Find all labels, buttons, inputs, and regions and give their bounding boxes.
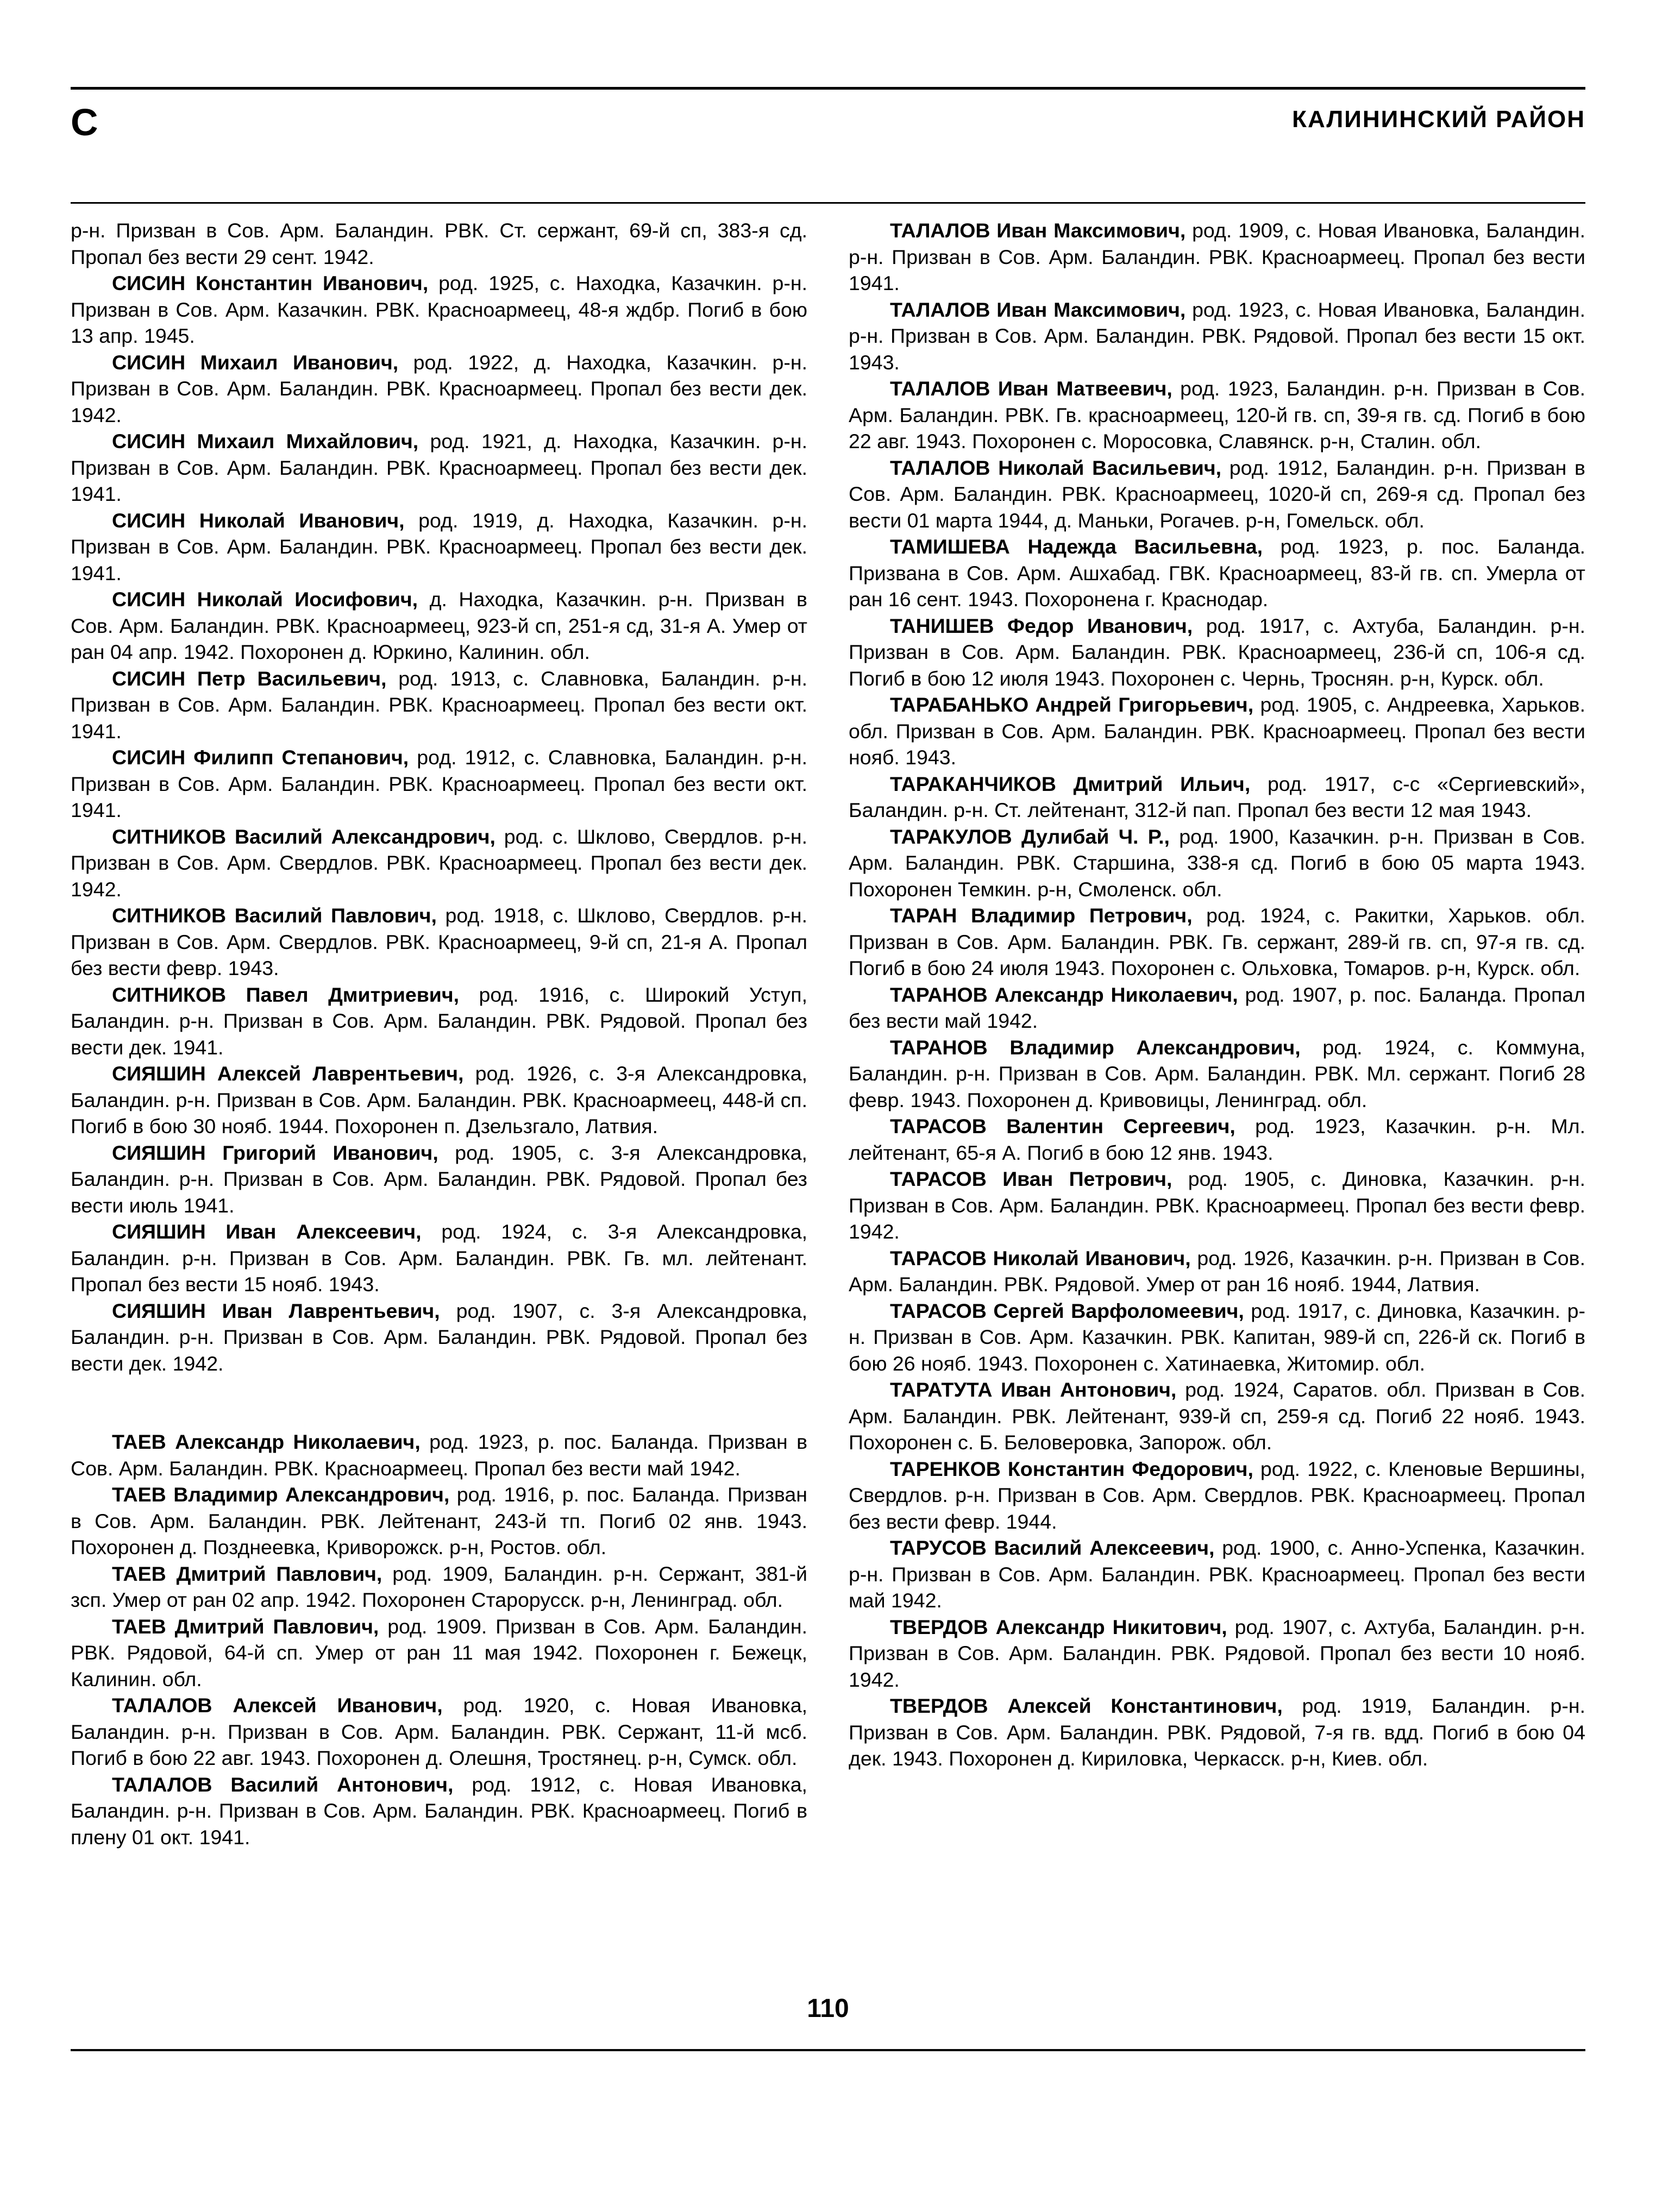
entry-text: род. 1922, д. Находка, Казачкин. р-н. Призван в Сов. Арм. Баландин. РВК. Красноармеец. Пропал без вести дек. 1942.	[71, 350, 807, 426]
entry-text: род. 1912, с. Славновка, Баландин. р-н. Призван в Сов. Арм. Баландин. РВК. Красноармеец. Пропал без вести окт. 1941.	[71, 746, 807, 821]
entry	[71, 1692, 807, 1771]
entry	[849, 902, 1585, 982]
entry	[71, 1561, 807, 1613]
entry	[849, 1113, 1585, 1166]
entry	[71, 217, 807, 270]
top-rule	[71, 87, 1585, 90]
entry-text: род. 1924, Саратов. обл. Призван в Сов. Арм. Баландин. РВК. Лейтенант, 939-й сп, 259-я сд. Погиб 22 нояб. 1943. Похоронен с. Б. Беловеровка, Запорож. обл.	[849, 1378, 1585, 1454]
entry-text: род. 1900, Казачкин. р-н. Призван в Сов. Арм. Баландин. РВК. Старшина, 338-я сд. Погиб в бою 05 марта 1943. Похоронен Темкин. р-н, Смоленск. обл.	[849, 825, 1585, 901]
entry-name: СИЯШИН Иван Алексеевич,	[112, 1220, 422, 1243]
right-column	[849, 217, 1585, 1772]
entry-name: ТАРУСОВ Василий Алексеевич,	[890, 1536, 1215, 1559]
entry	[71, 1429, 807, 1481]
entry	[71, 270, 807, 349]
entry-text: род. 1924, с. Коммуна, Баландин. р-н. Призван в Сов. Арм. Баландин. РВК. Мл. сержант. Погиб 28 февр. 1943. Похоронен д. Кривовицы, Ленинград. обл.	[849, 1035, 1585, 1111]
entry-text: род. 1905, с. 3-я Александровка, Баландин. р-н. Призван в Сов. Арм. Баландин. РВК. Рядовой. Пропал без вести июль 1941.	[71, 1141, 807, 1217]
entry-text: род. 1905, с. Андреевка, Харьков. обл. Призван в Сов. Арм. Баландин. РВК. Красноармеец. Пропал без вести нояб. 1943.	[849, 693, 1585, 769]
entry-text: род. 1912, с. Новая Ивановка, Баландин. р-н. Призван в Сов. Арм. Баландин. РВК. Красноармеец. Погиб в плену 01 окт. 1941.	[71, 1773, 807, 1849]
entry	[849, 824, 1585, 903]
entry-text: род. 1907, р. пос. Баланда. Пропал без вести май 1942.	[849, 983, 1585, 1032]
entry-name: ТАРАСОВ Николай Иванович,	[890, 1246, 1191, 1270]
page-number: 110	[807, 1994, 849, 2023]
entry-text: род. 1919, д. Находка, Казачкин. р-н. Призван в Сов. Арм. Баландин. РВК. Красноармеец. Пропал без вести дек. 1941.	[71, 508, 807, 585]
entry	[71, 507, 807, 587]
entry-name: ТАРАСОВ Иван Петрович,	[890, 1167, 1172, 1190]
entry-name: ТАЛАЛОВ Иван Матвеевич,	[890, 377, 1172, 400]
entry-text: род. 1925, с. Находка, Казачкин. р-н. Призван в Сов. Арм. Казачкин. РВК. Красноармеец, 48-я ждбр. Погиб в бою 13 апр. 1945.	[71, 272, 808, 347]
entry-text: род. 1917, с. Диновка, Казачкин. р-н. Призван в Сов. Арм. Казачкин. РВК. Капитан, 989-й сп, 226-й ск. Погиб в бою 26 нояб. 1943. Похоронен с. Хатинаевка, Житомир. обл.	[849, 1299, 1585, 1375]
entry	[849, 217, 1585, 297]
section-letter: С	[71, 101, 98, 143]
entry	[71, 1298, 807, 1377]
entry-text: род. 1918, с. Шклово, Свердлов. р-н. Призван в Сов. Арм. Свердлов. РВК. Красноармеец, 9-й сп, 21-я А. Пропал без вести февр. 1943.	[71, 904, 807, 979]
entry-text: род. 1922, с. Кленовые Вершины, Свердлов. р-н. Призван в Сов. Арм. Свердлов. РВК. Красноармеец. Пропал без вести февр. 1944.	[849, 1457, 1585, 1533]
entry-name: ТАЛАЛОВ Иван Максимович,	[890, 298, 1186, 321]
entry	[849, 1166, 1585, 1245]
entry	[71, 1613, 807, 1693]
entry-name: ТАЕВ Александр Николаевич,	[112, 1430, 421, 1453]
entry-name: ТАРАБАНЬКО Андрей Григорьевич,	[890, 693, 1254, 716]
entry-name: СИСИН Николай Иосифович,	[112, 588, 418, 611]
entry-name: ТАРАСОВ Сергей Варфоломеевич,	[890, 1299, 1244, 1322]
entry	[849, 1245, 1585, 1298]
entry-name: ТАНИШЕВ Федор Иванович,	[890, 614, 1193, 637]
entry	[849, 533, 1585, 613]
entry-name: СИТНИКОВ Павел Дмитриевич,	[112, 983, 460, 1006]
entry	[71, 1481, 807, 1561]
entry-text: род. 1923, р. пос. Баланда. Призвана в Сов. Арм. Ашхабад. ГВК. Красноармеец, 83-й гв. сп. Умерла от ран 16 сент. 1943. Похоронена г. Краснодар.	[849, 535, 1586, 611]
entry-name: СИСИН Константин Иванович,	[112, 272, 429, 294]
entry-text: род. 1923, Баландин. р-н. Призван в Сов. Арм. Баландин. РВК. Гв. красноармеец, 120-й гв. сп, 39-я гв. сд. Погиб в бою 22 авг. 1943. Похоронен с. Моросовка, Славянск. р-н, Сталин. обл.	[849, 377, 1585, 453]
entry	[71, 744, 807, 824]
entry-text: род. 1920, с. Новая Ивановка, Баландин. р-н. Призван в Сов. Арм. Баландин. РВК. Сержант, 11-й мсб. Погиб в бою 22 авг. 1943. Похоронен д. Олешня, Тростянец. р-н, Сумск. обл.	[71, 1694, 807, 1769]
entry-name: ТАЛАЛОВ Иван Максимович,	[890, 219, 1186, 242]
entry-name: ТАРАСОВ Валентин Сергеевич,	[890, 1115, 1235, 1138]
entry	[849, 297, 1585, 376]
entry-name: СИТНИКОВ Василий Александрович,	[112, 825, 495, 848]
entry-text: род. 1926, с. 3-я Александровка, Баландин. р-н. Призван в Сов. Арм. Баландин. РВК. Красноармеец, 448-й сп. Погиб в бою 30 нояб. 1944. Похоронен п. Дзельзгало, Латвия.	[71, 1062, 808, 1138]
entry-name: ТАРАТУТА Иван Антонович,	[890, 1378, 1177, 1401]
entry-text: род. с. Шклово, Свердлов. р-н. Призван в Сов. Арм. Свердлов. РВК. Красноармеец. Пропал без вести дек. 1942.	[71, 825, 807, 901]
entry	[849, 982, 1585, 1034]
entry-name: ТАЕВ Дмитрий Павлович,	[112, 1614, 379, 1638]
entry	[849, 613, 1585, 692]
entry-name: СИСИН Михаил Иванович,	[112, 350, 399, 374]
entry-name: ТАРАКАНЧИКОВ Дмитрий Ильич,	[890, 772, 1251, 795]
entry	[849, 1298, 1585, 1377]
entry	[849, 1377, 1585, 1456]
entry-text: род. 1916, с. Широкий Уступ, Баландин. р-н. Призван в Сов. Арм. Баландин. РВК. Рядовой. Пропал без вести дек. 1941.	[71, 983, 807, 1059]
entry-name: СИСИН Михаил Михайлович,	[112, 430, 419, 453]
entry-text: род. 1909, Баландин. р-н. Сержант, 381-й зсп. Умер от ран 02 апр. 1942. Похоронен Старорусск. р-н, Ленинград. обл.	[71, 1562, 808, 1611]
entry-name: СИСИН Петр Васильевич,	[112, 667, 387, 690]
entry-text: род. 1917, с-с «Сергиевский», Баландин. р-н. Ст. лейтенант, 312-й пап. Пропал без вести 12 мая 1943.	[849, 772, 1585, 821]
entry	[71, 428, 807, 507]
entry-name: ТАЛАЛОВ Василий Антонович,	[112, 1773, 454, 1796]
entry-text: род. 1923, р. пос. Баланда. Призван в Сов. Арм. Баландин. РВК. Красноармеец. Пропал без вести май 1942.	[71, 1430, 807, 1480]
entry-name: СИСИН Николай Иванович,	[112, 508, 405, 532]
entry	[71, 1140, 807, 1219]
entry	[849, 1456, 1585, 1535]
entry	[71, 586, 807, 665]
entry-text: род. 1926, Казачкин. р-н. Призван в Сов. Арм. Баландин. РВК. Рядовой. Умер от ран 16 нояб. 1944, Латвия.	[849, 1246, 1585, 1296]
entry	[71, 824, 807, 903]
entry-text: род. 1900, с. Анно-Успенка, Казачкин. р-н. Призван в Сов. Арм. Баландин. РВК. Красноармеец. Пропал без вести май 1942.	[849, 1536, 1585, 1612]
entry-name: ТАРАНОВ Александр Николаевич,	[890, 983, 1238, 1006]
bottom-rule	[71, 2049, 1585, 2051]
entry-name: СИСИН Филипп Степанович,	[112, 746, 409, 769]
entry-name: ТВЕРДОВ Алексей Константинович,	[890, 1694, 1283, 1717]
section-gap	[71, 1377, 807, 1429]
entry-text: род. 1919, Баландин. р-н. Призван в Сов. Арм. Баландин. РВК. Рядовой, 7-я гв. вдд. Погиб в бою 04 дек. 1943. Похоронен д. Кириловка, Черкасск. р-н, Киев. обл.	[849, 1694, 1586, 1770]
entry-text: род. 1913, с. Славновка, Баландин. р-н. Призван в Сов. Арм. Баландин. РВК. Красноармеец. Пропал без вести окт. 1941.	[71, 667, 807, 743]
entry-name: ТАРАН Владимир Петрович,	[890, 904, 1193, 927]
entry-text: род. 1907, с. Ахтуба, Баландин. р-н. Призван в Сов. Арм. Баландин. РВК. Рядовой. Пропал без вести 10 нояб. 1942.	[849, 1615, 1585, 1691]
entry-name: ТВЕРДОВ Александр Никитович,	[890, 1615, 1227, 1638]
entry-name: СИЯШИН Григорий Иванович,	[112, 1141, 438, 1164]
entry-text: род. 1923, с. Новая Ивановка, Баландин. р-н. Призван в Сов. Арм. Баландин. РВК. Рядовой. Пропал без вести 15 окт. 1943.	[849, 298, 1585, 374]
entry-text: род. 1916, р. пос. Баланда. Призван в Сов. Арм. Баландин. РВК. Лейтенант, 243-й тп. Погиб 02 янв. 1943. Похоронен д. Позднеевка, Криворожск. р-н, Ростов. обл.	[71, 1483, 807, 1559]
entry-text: род. 1905, с. Диновка, Казачкин. р-н. Призван в Сов. Арм. Баландин. РВК. Красноармеец. Пропал без вести февр. 1942.	[849, 1167, 1585, 1243]
header-rule	[71, 202, 1585, 204]
entry	[849, 692, 1585, 771]
entry-name: ТАЛАЛОВ Николай Васильевич,	[890, 456, 1222, 479]
entry	[71, 902, 807, 982]
entry-text: род. 1912, Баландин. р-н. Призван в Сов. Арм. Баландин. РВК. Красноармеец, 1020-й сп, 269-я сд. Пропал без вести 01 марта 1944, д. Маньки, Рогачев. р-н, Гомельск. обл.	[849, 456, 1585, 532]
entry	[849, 455, 1585, 534]
entry-text: род. 1917, с. Ахтуба, Баландин. р-н. Призван в Сов. Арм. Баландин. РВК. Красноармеец, 236-й сп, 106-я сд. Погиб в бою 12 июля 1943. Похоронен с. Чернь, Троснян. р-н, Курск. обл.	[849, 614, 1585, 690]
district-title: КАЛИНИНСКИЙ РАЙОН	[1292, 106, 1585, 133]
entry-name: ТАЕВ Дмитрий Павлович,	[112, 1562, 382, 1585]
entry	[849, 771, 1585, 824]
entry-name: ТАРАКУЛОВ Дулибай Ч. Р.,	[890, 825, 1170, 848]
entry	[849, 1693, 1585, 1772]
entry	[849, 1535, 1585, 1614]
entry	[849, 1034, 1585, 1114]
entry	[71, 1771, 807, 1851]
entry	[849, 1614, 1585, 1693]
left-column	[71, 217, 807, 1850]
entry	[71, 349, 807, 429]
entry-name: ТАРЕНКОВ Константин Федорович,	[890, 1457, 1253, 1480]
entry-text: род. 1909, с. Новая Ивановка, Баландин. р-н. Призван в Сов. Арм. Баландин. РВК. Красноармеец. Пропал без вести 1941.	[849, 219, 1585, 294]
entry-name: ТАМИШЕВА Надежда Васильевна,	[890, 535, 1263, 558]
entry	[71, 982, 807, 1061]
entry-name: СИЯШИН Алексей Лаврентьевич,	[112, 1062, 464, 1085]
entry-text: род. 1924, с. Ракитки, Харьков. обл. Призван в Сов. Арм. Баландин. РВК. Гв. сержант, 289-й гв. сп, 97-я гв. сд. Погиб в бою 24 июля 1943. Похоронен с. Ольховка, Томаров. р-н, Курск. обл.	[849, 904, 1585, 979]
entry-name: СИТНИКОВ Василий Павлович,	[112, 904, 437, 927]
entry-name: ТАЛАЛОВ Алексей Иванович,	[112, 1694, 443, 1717]
entry	[71, 1218, 807, 1298]
entry-text: род. 1923, Казачкин. р-н. Мл. лейтенант, 65-я А. Погиб в бою 12 янв. 1943.	[849, 1115, 1585, 1164]
entry-text: р-н. Призван в Сов. Арм. Баландин. РВК. Ст. сержант, 69-й сп, 383-я сд. Пропал без вести 29 сент. 1942.	[71, 219, 807, 268]
entry-text: д. Находка, Казачкин. р-н. Призван в Сов. Арм. Баландин. РВК. Красноармеец, 923-й сп, 251-я сд, 31-я А. Умер от ран 04 апр. 1942. Похоронен д. Юркино, Калинин. обл.	[71, 588, 807, 663]
entry-text: род. 1909. Призван в Сов. Арм. Баландин. РВК. Рядовой, 64-й сп. Умер от ран 11 мая 1942. Похоронен г. Бежецк, Калинин. обл.	[71, 1614, 807, 1691]
entry-name: СИЯШИН Иван Лаврентьевич,	[112, 1299, 440, 1322]
entry	[71, 665, 807, 745]
entry	[849, 375, 1585, 455]
entry-name: ТАРАНОВ Владимир Александрович,	[890, 1035, 1301, 1059]
entry-text: род. 1924, с. 3-я Александровка, Баландин. р-н. Призван в Сов. Арм. Баландин. РВК. Гв. мл. лейтенант. Пропал без вести 15 нояб. 1943.	[71, 1220, 807, 1296]
entry-text: род. 1907, с. 3-я Александровка, Баландин. р-н. Призван в Сов. Арм. Баландин. РВК. Рядовой. Пропал без вести дек. 1942.	[71, 1299, 807, 1375]
entry-text: род. 1921, д. Находка, Казачкин. р-н. Призван в Сов. Арм. Баландин. РВК. Красноармеец. Пропал без вести дек. 1941.	[71, 430, 807, 505]
entry-name: ТАЕВ Владимир Александрович,	[112, 1483, 450, 1506]
entry	[71, 1060, 807, 1140]
